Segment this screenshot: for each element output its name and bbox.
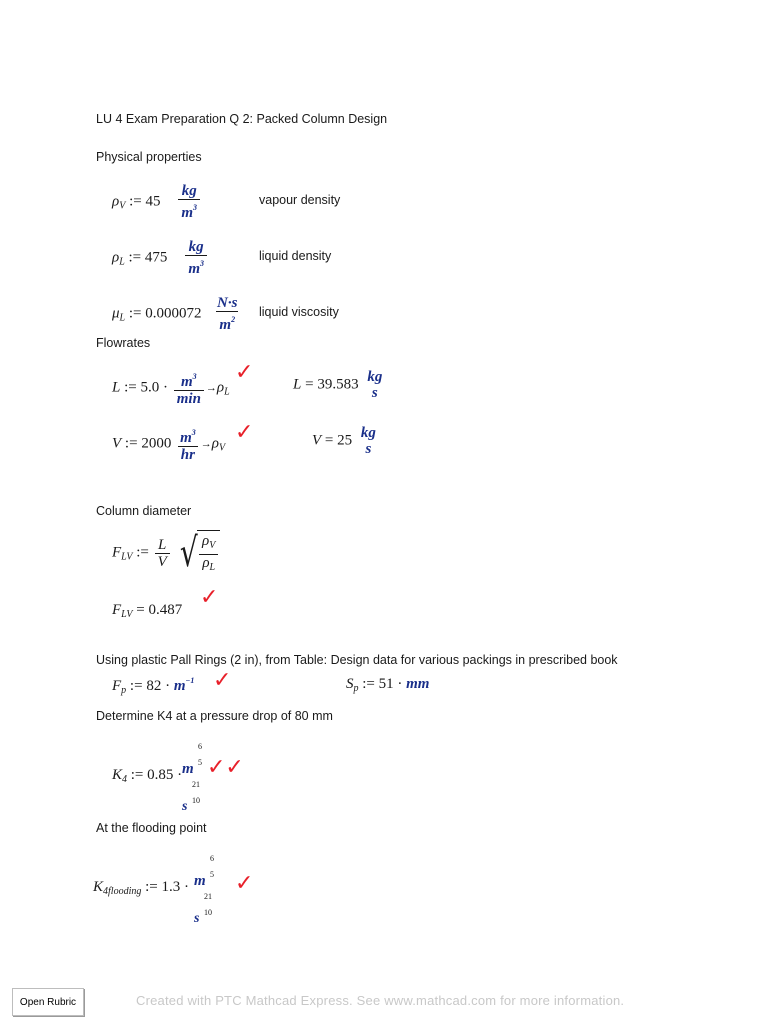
equation-vapour-flowrate-result: V = 25 kg s: [312, 425, 376, 457]
page-title: LU 4 Exam Preparation Q 2: Packed Column Design: [96, 112, 388, 126]
section-heading-flooding-point: At the flooding point: [96, 821, 207, 835]
double-checkmark-icon: ✓✓: [207, 755, 244, 780]
equation-k4-flooding: $K_{4flooding}$ := 1.3 · 6 5 m 21 s 10: [93, 854, 214, 926]
equation-flow-parameter-result: $F_{LV} = 0.487$: [112, 602, 183, 620]
checkmark-icon: ✓: [235, 871, 254, 896]
section-heading-packing: Using plastic Pall Rings (2 in), from Table: Design data for various packings in prescribed book: [96, 653, 618, 667]
arrow-icon: →: [205, 382, 217, 394]
footer-text: Created with PTC Mathcad Express. See www.mathcad.com for more information.: [136, 993, 625, 1008]
open-rubric-button[interactable]: Open Rubric: [12, 988, 84, 1016]
equation-liquid-flowrate-definition: L := 5.0 · $\frac{m^3}{\min}$ $\to\rho_L$: [112, 372, 230, 407]
section-heading-column-diameter: Column diameter: [96, 504, 192, 518]
section-heading-determine-k4: Determine K4 at a pressure drop of 80 mm: [96, 709, 333, 723]
checkmark-icon: ✓: [235, 420, 254, 445]
section-heading-flowrates: Flowrates: [96, 336, 151, 350]
equation-liquid-density: $\rho_L$ := 475 $\frac{kg}{m^3}$: [112, 239, 221, 277]
square-root-icon: √: [179, 530, 198, 576]
equation-liquid-flowrate-result: L = 39.583 kg s: [293, 369, 383, 401]
equation-liquid-viscosity: $\mu_L$ := 0.000072 $\frac{N\cdot s}{m^2}$: [112, 295, 238, 333]
checkmark-icon: ✓: [200, 585, 219, 610]
equation-k4: $K_4$ := 0.85 · 6 5 m 21 s 10: [112, 742, 202, 814]
checkmark-icon: ✓: [235, 360, 254, 385]
label-liquid-viscosity: liquid viscosity: [259, 305, 339, 319]
label-liquid-density: liquid density: [259, 249, 332, 263]
label-vapour-density: vapour density: [259, 193, 341, 207]
arrow-icon: →: [200, 438, 212, 450]
section-heading-physical-properties: Physical properties: [96, 150, 202, 164]
equation-flow-parameter-definition: $F_{LV}$ := $\frac{L}{V}$ √ $\frac{\rho_V}{\rho_L}$: [112, 530, 220, 576]
checkmark-icon: ✓: [213, 668, 232, 693]
equation-specific-surface: $S_p$ := 51 · mm: [346, 676, 430, 694]
equation-vapour-flowrate-definition: V := 2000 $\frac{m^3}{hr}$ $\to\rho_V$: [112, 428, 226, 463]
equation-packing-factor: $F_p$ := $82 \cdot m^{-1}$: [112, 676, 195, 696]
equation-vapour-density: $\rho_V$ := 45 $\frac{kg}{m^3}$: [112, 183, 214, 221]
